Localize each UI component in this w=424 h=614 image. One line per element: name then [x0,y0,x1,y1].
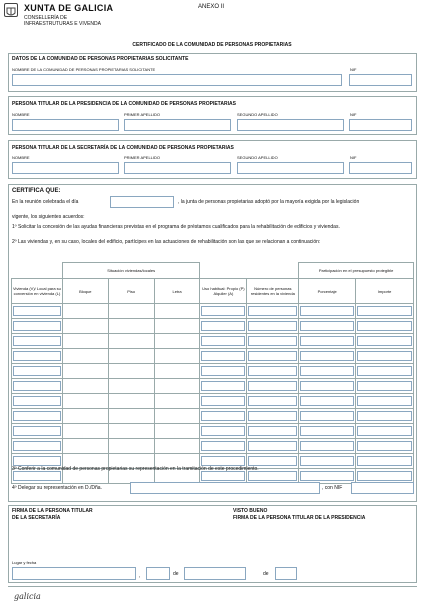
dept-line1: CONSELLERÍA DE [24,15,68,21]
table-cell-input[interactable] [248,306,297,316]
table-cell-input[interactable] [13,441,61,451]
table-cell-input[interactable] [357,411,412,421]
table-cell [154,334,200,349]
section-title: PERSONA TITULAR DE LA SECRETARÍA DE LA COMUNIDAD DE PERSONAS PROPIETARIAS [12,145,234,151]
table-cell [247,409,299,424]
header-participacion: Participación en el presupuesto protegible [299,263,414,279]
header-uso: Uso habitual: Propio (P) Alquiler (A) [200,279,247,304]
table-cell [356,364,414,379]
header-importe: Importe [356,279,414,304]
table-cell [200,304,247,319]
section-title: DATOS DE LA COMUNIDAD DE PERSONAS PROPIETARIAS SOLICITANTE [12,56,189,62]
table-cell-input[interactable] [300,306,354,316]
table-cell [247,379,299,394]
table-cell-input[interactable] [13,411,61,421]
sec-nombre-field[interactable] [12,162,119,174]
table-cell [12,364,63,379]
header-vivienda: Vivienda (V)/ Local para su conversión en vivienda (L) [12,279,63,304]
table-cell-input[interactable] [13,456,61,466]
de-label-2: de [263,571,269,577]
table-cell-input[interactable] [357,351,412,361]
table-cell-input[interactable] [357,366,412,376]
table-cell [62,424,108,439]
table-cell [108,394,154,409]
table-cell [62,364,108,379]
table-cell [247,439,299,454]
table-cell-input[interactable] [248,441,297,451]
ap2-label: SEGUNDO APELLIDO [237,112,278,117]
section-solicitante [8,53,417,92]
table-cell [62,349,108,364]
table-cell-input[interactable] [248,381,297,391]
agreement-4: 4º Delegar su representación en D./Dña. [12,485,102,491]
table-cell [247,349,299,364]
table-cell [247,394,299,409]
table-cell-input[interactable] [13,306,61,316]
table-row [12,334,414,349]
reunion-text-cont: , la junta de personas propietarias adoptó por la mayoría exigida por la legislación [178,199,360,205]
nombre-label: NOMBRE [12,112,30,117]
table-cell-input[interactable] [13,381,61,391]
table-cell-input[interactable] [201,471,245,481]
table-cell [247,364,299,379]
table-cell [154,364,200,379]
table-cell-input[interactable] [13,396,61,406]
table-cell-input[interactable] [201,441,245,451]
table-cell [356,304,414,319]
table-cell [62,319,108,334]
xunta-logo [4,3,18,17]
table-cell [154,304,200,319]
community-name-field[interactable] [12,74,342,86]
ap1-label: PRIMER APELLIDO [124,112,161,117]
table-cell-input[interactable] [13,471,61,481]
community-nif-field[interactable] [349,74,412,86]
table-cell-input[interactable] [248,351,297,361]
section-certifica [8,184,417,502]
table-row [12,349,414,364]
table-cell [299,334,356,349]
table-cell [108,379,154,394]
dwellings-table [11,262,414,484]
table-cell [108,424,154,439]
table-cell-input[interactable] [201,456,245,466]
table-cell [62,379,108,394]
dept-line2: INFRAESTRUTURAS E VIVENDA [24,21,101,27]
delegate-nif-label: , con NIF [322,485,343,491]
firma-left-1: FIRMA DE LA PERSONA TITULAR [12,508,93,514]
table-cell [12,409,63,424]
table-cell [299,319,356,334]
table-cell [247,424,299,439]
de-label-1: de [173,571,179,577]
header-situacion: Situación viviendas/locales [62,263,200,279]
table-cell-input[interactable] [300,351,354,361]
table-cell-input[interactable] [357,321,412,331]
table-row [12,394,414,409]
table-row [12,424,414,439]
ap1-label: PRIMER APELLIDO [124,155,161,160]
nombre-label: NOMBRE [12,155,30,160]
table-cell [12,394,63,409]
table-cell [12,379,63,394]
agreement-1: 1º Solicitar la concesión de las ayudas financieras previstas en el programa de préstamos cualificados para la rehabilitación de edificios y viviendas. [12,224,340,230]
table-cell-input[interactable] [13,366,61,376]
table-cell-input[interactable] [300,456,354,466]
table-cell-input[interactable] [201,336,245,346]
table-cell [356,319,414,334]
table-cell-input[interactable] [300,426,354,436]
header-bloque: Bloque [62,279,108,304]
table-row [12,379,414,394]
table-cell [299,439,356,454]
table-cell-input[interactable] [248,321,297,331]
table-cell [356,409,414,424]
table-cell [247,304,299,319]
day-field[interactable] [146,567,170,580]
table-cell [200,394,247,409]
table-cell [154,424,200,439]
table-cell [12,439,63,454]
table-cell-input[interactable] [300,381,354,391]
table-cell [356,394,414,409]
table-cell [108,409,154,424]
table-cell-input[interactable] [13,426,61,436]
table-cell-input[interactable] [300,411,354,421]
table-cell [299,304,356,319]
table-cell [62,304,108,319]
table-cell [12,304,63,319]
table-cell [154,394,200,409]
table-cell [108,439,154,454]
table-cell [200,349,247,364]
table-cell [200,319,247,334]
table-cell [299,394,356,409]
section-title: CERTIFICA QUE: [12,188,61,194]
delegate-nif-field[interactable] [351,482,414,494]
table-cell [108,349,154,364]
table-cell-input[interactable] [13,336,61,346]
firma-right-1: VISTO BUENO [233,508,268,514]
table-row [12,439,414,454]
lugar-label: Lugar y fecha [12,560,37,565]
nif-label: NIF [350,155,357,160]
table-cell [299,424,356,439]
table-cell [200,334,247,349]
pres-ap1-field[interactable] [124,119,231,131]
table-cell [108,319,154,334]
table-row [12,319,414,334]
nif-label: NIF [350,112,357,117]
table-cell-input[interactable] [357,381,412,391]
table-cell [12,319,63,334]
sec-ap1-field[interactable] [124,162,231,174]
annex-label: ANEXO II [198,4,225,10]
table-cell-input[interactable] [248,366,297,376]
table-cell [154,409,200,424]
table-cell-input[interactable] [300,321,354,331]
header-letra: Letra [154,279,200,304]
table-row [12,364,414,379]
table-cell-input[interactable] [300,396,354,406]
table-cell [299,409,356,424]
table-cell-input[interactable] [248,411,297,421]
month-field[interactable] [184,567,246,580]
table-cell [108,364,154,379]
table-cell [108,304,154,319]
table-cell-input[interactable] [248,426,297,436]
section-secretaria [8,140,417,179]
table-cell-input[interactable] [201,381,245,391]
agreement-3: 3º Conferir a la comunidad de personas propietarias su representación en la tramitación de este procedimiento. [12,466,259,472]
table-cell [200,379,247,394]
firma-left-2: DE LA SECRETARÍA [12,515,61,521]
galicia-logo [14,592,41,601]
table-cell [200,409,247,424]
table-cell [12,424,63,439]
table-cell [356,349,414,364]
table-cell-input[interactable] [248,336,297,346]
vigente-text: vigente, los siguientes acuerdos: [12,214,85,220]
table-cell [154,379,200,394]
agreement-2: 2º Las viviendas y, en su caso, locales del edificio, partícipes en las actuaciones de rehabilitación son las que se relacionan a continuación: [12,239,321,245]
table-cell [154,319,200,334]
table-cell [62,394,108,409]
header-piso: Piso [108,279,154,304]
comma: , [139,573,141,579]
table-cell [299,454,356,469]
table-cell [247,334,299,349]
table-cell [154,349,200,364]
table-cell-input[interactable] [201,396,245,406]
table-cell-input[interactable] [300,336,354,346]
galicia-logo-text: galicia [14,592,41,601]
table-cell [356,454,414,469]
table-cell-input[interactable] [201,306,245,316]
table-cell [62,439,108,454]
table-cell [200,424,247,439]
table-cell-input[interactable] [357,306,412,316]
table-cell [356,424,414,439]
table-cell-input[interactable] [248,456,297,466]
pres-nombre-field[interactable] [12,119,119,131]
header-num: Número de personas residentes en la vivienda [247,279,299,304]
table-cell-input[interactable] [357,336,412,346]
firma-right-2: FIRMA DE LA PERSONA TITULAR DE LA PRESIDENCIA [233,515,366,521]
table-cell-input[interactable] [13,351,61,361]
table-cell-input[interactable] [357,471,412,481]
table-cell [62,409,108,424]
doc-title: CERTIFICADO DE LA COMUNIDAD DE PERSONAS PROPIETARIAS [132,42,292,48]
table-cell-input[interactable] [201,366,245,376]
table-cell [356,334,414,349]
table-cell-input[interactable] [248,396,297,406]
pres-nif-field[interactable] [349,119,412,131]
table-row [12,304,414,319]
table-cell-input[interactable] [357,456,412,466]
sec-ap2-field[interactable] [237,162,344,174]
header-porcentaje: Porcentaje [299,279,356,304]
reunion-date-field[interactable] [110,196,174,208]
table-cell [200,364,247,379]
delegate-name-field[interactable] [130,482,320,494]
table-cell-input[interactable] [300,441,354,451]
table-row [12,409,414,424]
table-cell [108,334,154,349]
table-cell [247,319,299,334]
table-cell [356,379,414,394]
table-cell [299,379,356,394]
section-title: PERSONA TITULAR DE LA PRESIDENCIA DE LA COMUNIDAD DE PERSONAS PROPIETARIAS [12,101,236,107]
table-cell [12,334,63,349]
table-cell-input[interactable] [357,441,412,451]
name-label: NOMBRE DE LA COMUNIDAD DE PERSONAS PROPIETARIAS SOLICITANTE [12,67,156,72]
footer-line [8,586,417,587]
pres-ap2-field[interactable] [237,119,344,131]
table-cell-input[interactable] [357,396,412,406]
reunion-text: En la reunión celebrada el día [12,199,79,205]
ap2-label: SEGUNDO APELLIDO [237,155,278,160]
brand-name: XUNTA DE GALICIA [24,3,114,13]
table-cell-input[interactable] [300,471,354,481]
table-cell [299,349,356,364]
table-cell-input[interactable] [300,366,354,376]
table-cell [154,439,200,454]
table-cell-input[interactable] [357,426,412,436]
table-cell-input[interactable] [201,351,245,361]
table-cell-input[interactable] [201,321,245,331]
table-cell [12,349,63,364]
sec-nif-field[interactable] [349,162,412,174]
table-cell [62,334,108,349]
nif-label: NIF [350,67,357,72]
table-cell [299,364,356,379]
table-cell [200,439,247,454]
table-cell [356,439,414,454]
table-cell-input[interactable] [248,471,297,481]
year-field[interactable] [275,567,297,580]
table-cell-input[interactable] [201,426,245,436]
section-presidencia [8,96,417,135]
section-firma [8,505,417,583]
lugar-field[interactable] [12,567,136,580]
table-cell-input[interactable] [201,411,245,421]
table-cell-input[interactable] [13,321,61,331]
